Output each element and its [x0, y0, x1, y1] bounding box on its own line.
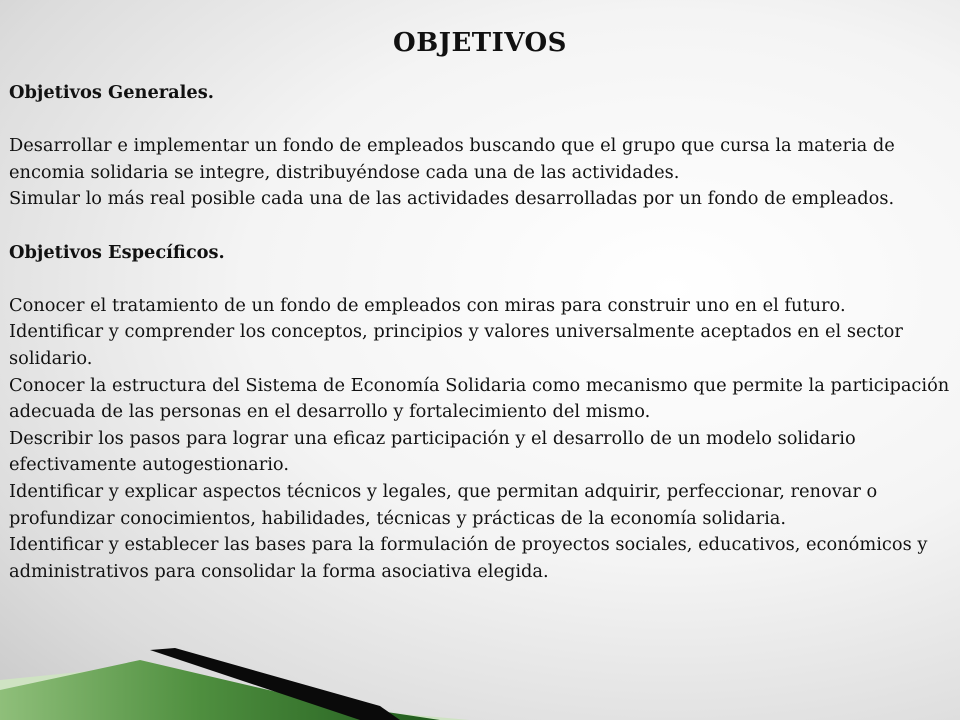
- general-objectives-heading: Objetivos Generales.: [9, 82, 214, 103]
- specific-objective-item: Identificar y comprender los conceptos, principios y valores universalmente aceptados en el sector solidario.: [9, 321, 903, 369]
- spacer: [9, 213, 951, 240]
- specific-objectives-heading: Objetivos Específicos.: [9, 241, 225, 263]
- specific-objective-item: Identificar y explicar aspectos técnicos y legales, que permitan adquirir, perfeccionar, renovar o profundizar conocimientos, habilidades, técnicas y prácticas de la economía solidaria.: [9, 480, 878, 529]
- general-objective-item: Desarrollar e implementar un fondo de empleados buscando que el grupo que cursa la materia de encomia solidaria se integre, distribuyéndose cada una de las actividades.: [9, 135, 895, 183]
- specific-objective-item: Conocer la estructura del Sistema de Economía Solidaria como mecanismo que permite la participación adecuada de las personas en el desarrollo y fortalecimiento del mismo.: [9, 374, 950, 423]
- specific-objective-item: Identificar y establecer las bases para la formulación de proyectos sociales, educativos, económicos y administrativos para consolidar la forma asociativa elegida.: [9, 534, 928, 582]
- slide-title: OBJETIVOS: [393, 28, 567, 58]
- specific-objective-item: Conocer el tratamiento de un fondo de empleados con miras para construir uno en el futuro.: [9, 294, 846, 316]
- spacer: [9, 107, 951, 134]
- specific-objective-item: Describir los pasos para lograr una eficaz participación y el desarrollo de un modelo solidario efectivamente autogestionario.: [9, 427, 856, 476]
- general-objective-item: Simular lo más real posible cada una de las actividades desarrolladas por un fondo de empleados.: [9, 188, 895, 210]
- spacer: [9, 266, 951, 293]
- slide-body: [9, 80, 951, 585]
- decorative-ribbon: [0, 610, 470, 720]
